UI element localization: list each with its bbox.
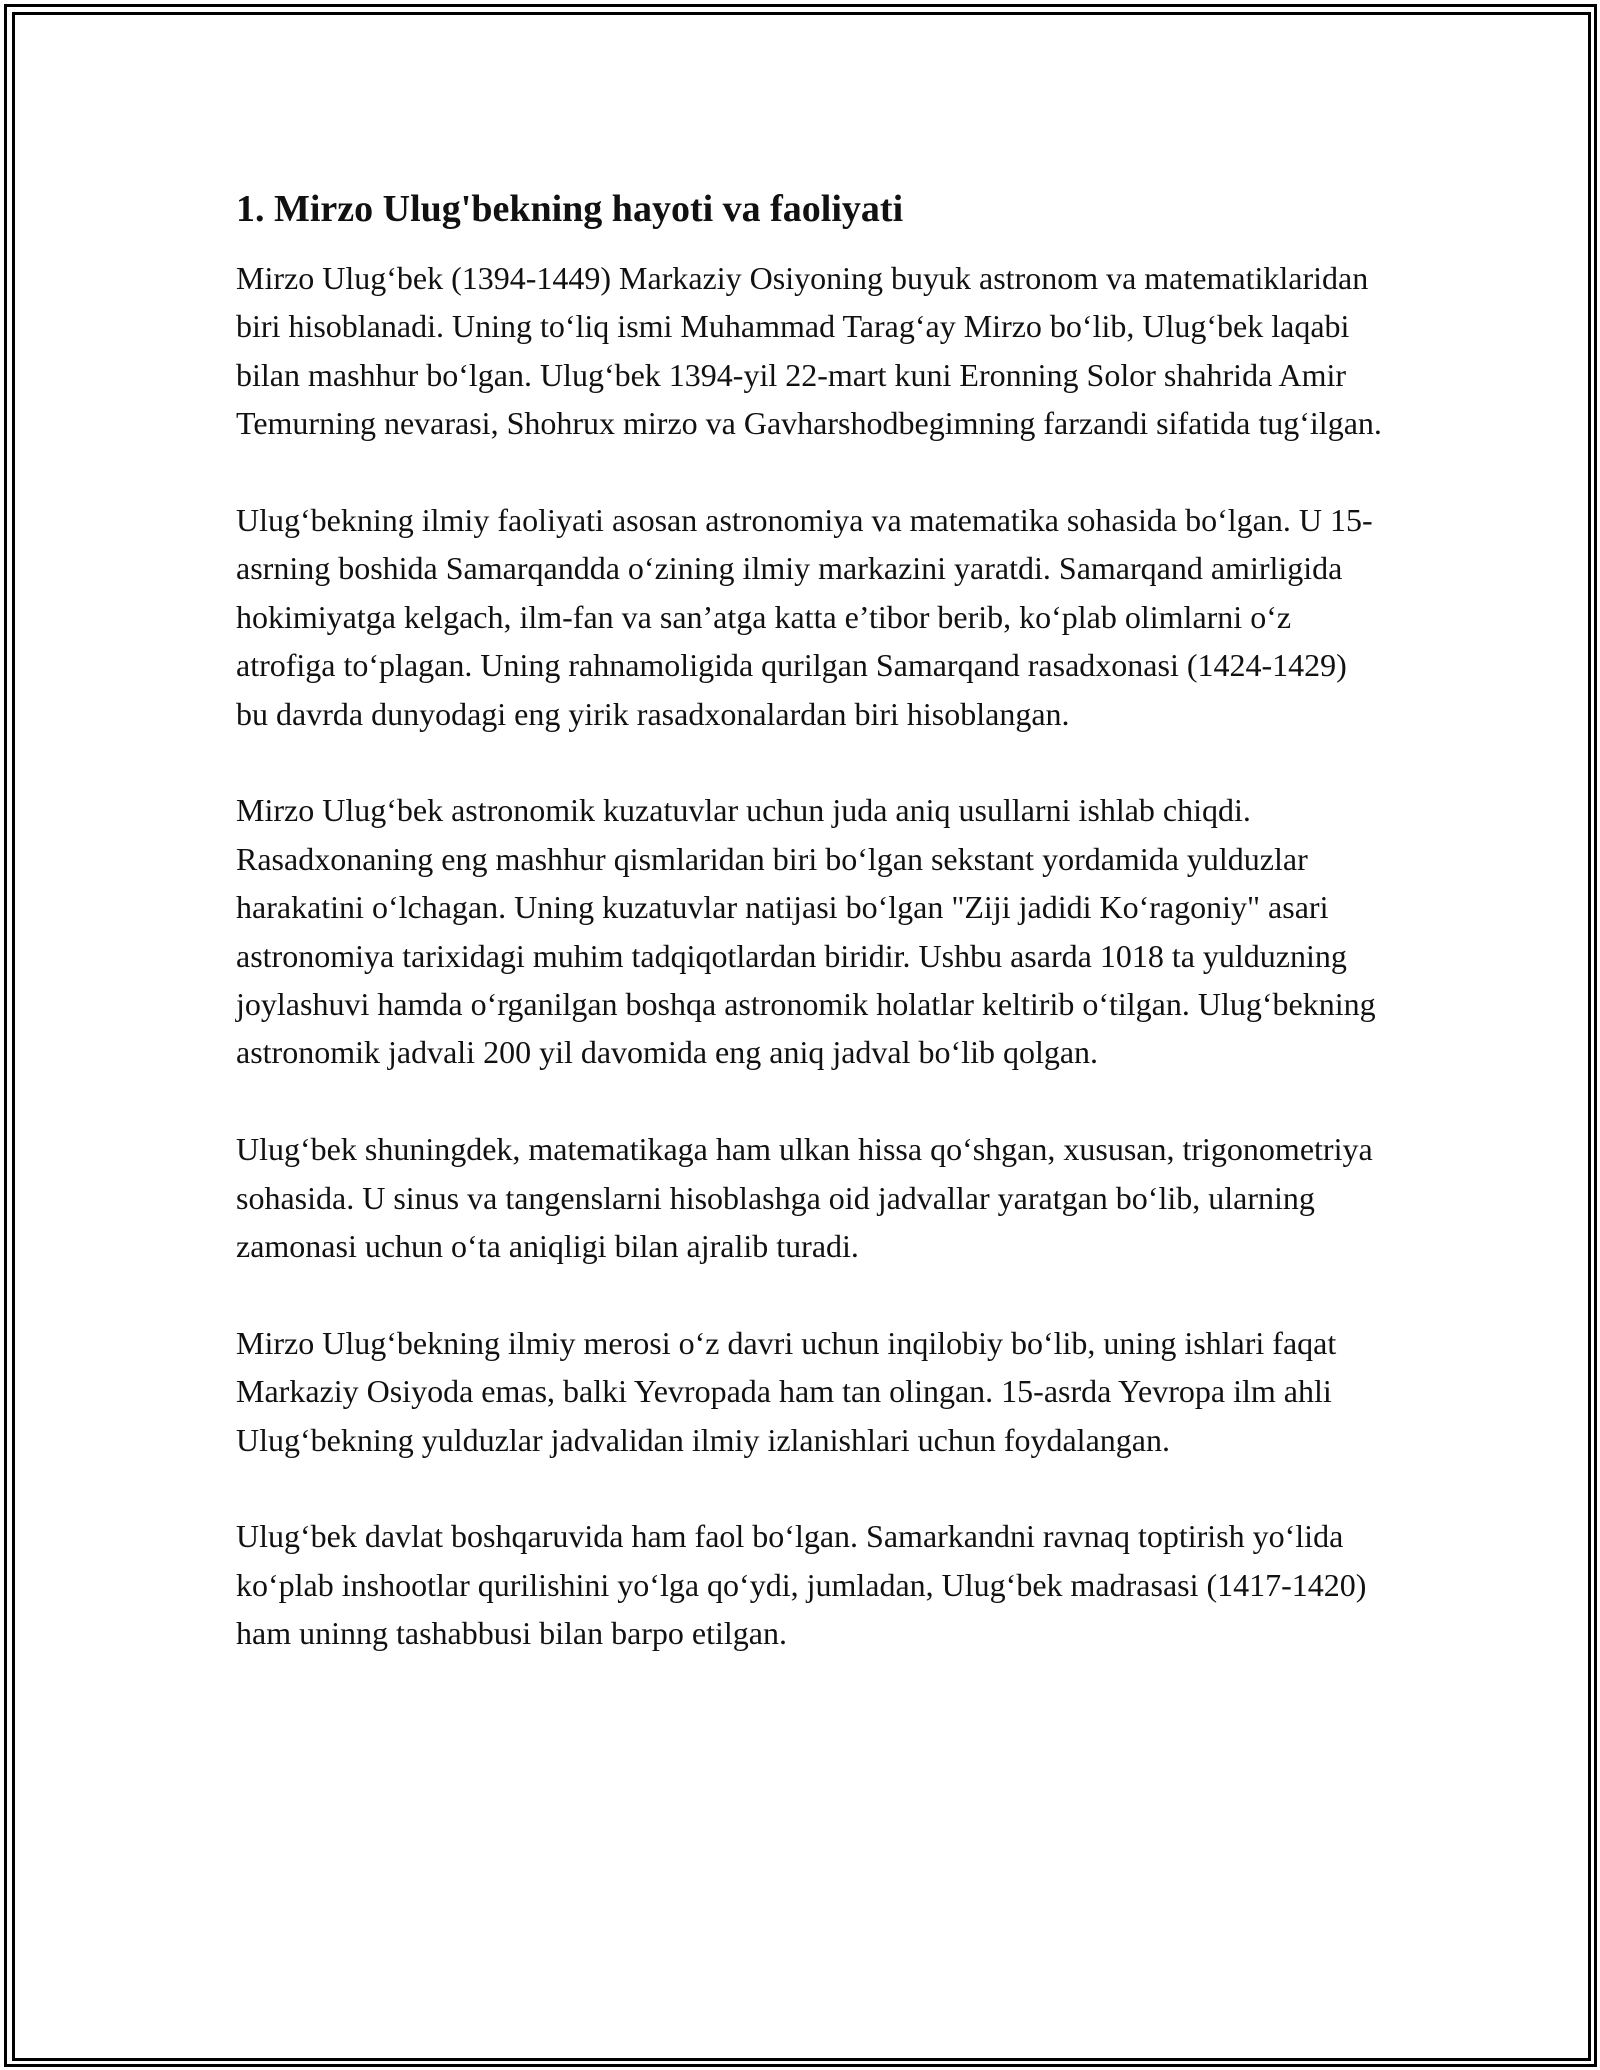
section-heading: 1. Mirzo Ulug'bekning hayoti va faoliyati (236, 188, 904, 230)
paragraph-governance: Ulug‘bek davlat boshqaruvida ham faol bo‘lgan. Samarkandni ravnaq toptirish yo‘lida ko‘plab inshootlar qurilishini yo‘lga qo‘ydi, jumladan, Ulug‘bek madrasasi (1417-1420) ham uninng tashabbusi bilan barpo etilgan. (236, 1518, 1367, 1652)
document-body (236, 186, 1386, 1658)
paragraph-mathematics: Ulug‘bek shuningdek, matematikaga ham ulkan hissa qo‘shgan, xususan, trigonometriya sohasida. U sinus va tangenslarni hisoblashga oid jadvallar yaratgan bo‘lib, ularning zamonasi uchun o‘ta aniqligi bilan ajralib turadi. (236, 1131, 1373, 1265)
paragraph-legacy: Mirzo Ulug‘bekning ilmiy merosi o‘z davri uchun inqilobiy bo‘lib, uning ishlari faqat Markaziy Osiyoda emas, balki Yevropada ham tan olingan. 15-asrda Yevropa ilm ahli Ulug‘bekning yulduzlar jadvalidan ilmiy izlanishlari uchun foydalangan. (236, 1324, 1337, 1458)
paragraph-scientific-activity: Ulug‘bekning ilmiy faoliyati asosan astronomiya va matematika sohasida bo‘lgan. U 15-asrning boshida Samarqandda o‘zining ilmiy markazini yaratdi. Samarqand amirligida hokimiyatga kelgach, ilm-fan va san’atga katta e’tibor berib, ko‘plab olimlarni o‘z atrofiga to‘plagan. Uning rahnamoligida qurilgan Samarqand rasadxonasi (1424-1429) bu davrda dunyodagi eng yirik rasadxonalardan biri hisoblangan. (236, 502, 1373, 732)
paragraph-astronomical-observations: Mirzo Ulug‘bek astronomik kuzatuvlar uchun juda aniq usullarni ishlab chiqdi. Rasadxonaning eng mashhur qismlaridan biri bo‘lgan sekstant yordamida yulduzlar harakatini o‘lchagan. Uning kuzatuvlar natijasi bo‘lgan "Ziji jadidi Ko‘ragoniy" asari astronomiya tarixidagi muhim tadqiqotlardan biridir. Ushbu asarda 1018 ta yulduzning joylashuvi hamda o‘rganilgan boshqa astronomik holatlar keltirib o‘tilgan. Ulug‘bekning astronomik jadvali 200 yil davomida eng aniq jadval bo‘lib qolgan. (236, 792, 1376, 1071)
paragraph-biography: Mirzo Ulug‘bek (1394-1449) Markaziy Osiyoning buyuk astronom va matematiklaridan biri hisoblanadi. Uning to‘liq ismi Muhammad Tarag‘ay Mirzo bo‘lib, Ulug‘bek laqabi bilan mashhur bo‘lgan. Ulug‘bek 1394-yil 22-mart kuni Eronning Solor shahrida Amir Temurning nevarasi, Shohrux mirzo va Gavharshodbegimning farzandi sifatida tug‘ilgan. (236, 260, 1382, 442)
